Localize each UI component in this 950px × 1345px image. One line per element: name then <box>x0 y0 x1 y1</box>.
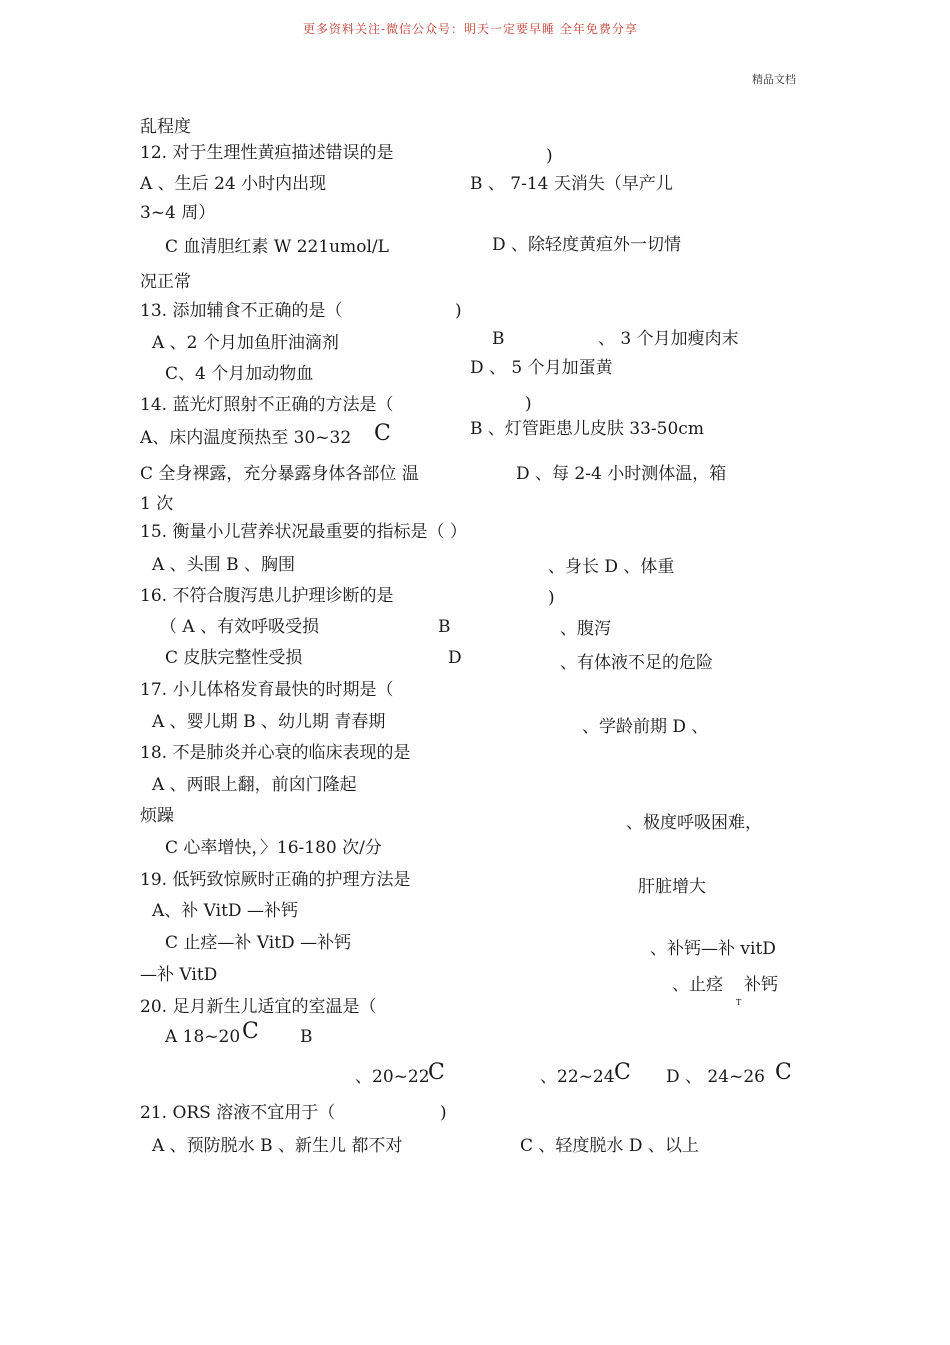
option-c: 、22~24 <box>540 1067 615 1087</box>
option-b: 、 3 个月加瘦肉末 <box>598 329 739 349</box>
option-c: C 血清胆红素 W 221umol/L <box>165 237 389 257</box>
option-b: 、腹泻 <box>560 619 611 639</box>
celsius-symbol: C <box>775 1060 792 1085</box>
text-line: ) <box>440 1103 447 1123</box>
option-c: C 止痉—补 VitD —补钙 <box>165 933 352 953</box>
option-d-18: 肝脏增大 <box>638 877 706 897</box>
option-b: B 、 7-14 天消失（早产儿 <box>470 174 673 194</box>
option-b: 、补钙—补 vitD <box>650 939 776 959</box>
option-d: 、有体液不足的危险 <box>560 653 713 673</box>
question-20: 20. 足月新生儿适宜的室温是（ <box>140 997 377 1017</box>
option-b-label: B <box>300 1027 313 1047</box>
option-c: C 全身裸露，充分暴露身体各部位 温 <box>140 464 419 484</box>
option-b: 、极度呼吸困难， <box>626 813 762 833</box>
celsius-symbol: C <box>614 1060 631 1085</box>
option-d: D 、 5 个月加蛋黄 <box>470 358 613 378</box>
question-17: 17. 小儿体格发育最快的时期是（ <box>140 680 394 700</box>
question-19: 19. 低钙致惊厥时正确的护理方法是 <box>140 870 411 890</box>
option-d: 、止痉 <box>672 975 723 995</box>
text-line: —补 VitD <box>140 965 218 985</box>
text-line: 况正常 <box>140 272 191 292</box>
option-b: B 、灯管距患儿皮肤 33-50cm <box>470 419 704 439</box>
option-a: A、床内温度预热至 30~32 <box>140 428 352 448</box>
question-16: 16. 不符合腹泻患儿护理诊断的是 <box>140 586 394 606</box>
text-line: 乱程度 <box>140 117 191 137</box>
question-21: 21. ORS 溶液不宜用于（ <box>140 1103 336 1123</box>
question-12: 12. 对于生理性黄疸描述错误的是 <box>140 143 394 163</box>
text-line: ) <box>548 588 555 608</box>
option-b: 、20~22 <box>355 1067 430 1087</box>
option-d-label: D <box>448 648 462 668</box>
text-line: 1 次 <box>140 494 174 514</box>
celsius-symbol: C <box>374 421 391 446</box>
option-a-b: A 、预防脱水 B 、新生儿 都不对 <box>152 1136 403 1156</box>
question-18: 18. 不是肺炎并心衰的临床表现的是 <box>140 743 411 763</box>
option-c-d: 、身长 D 、体重 <box>548 557 675 577</box>
option-a: A 、两眼上翻，前囟门隆起 <box>152 775 357 795</box>
text-line: ) <box>455 301 462 321</box>
option-b-label: B <box>492 329 505 349</box>
option-a: A 18~20 <box>165 1027 241 1047</box>
option-d: D 、除轻度黄疸外一切情 <box>492 235 682 255</box>
question-13: 13. 添加辅食不正确的是（ <box>140 301 343 321</box>
celsius-symbol: C <box>242 1019 259 1044</box>
option-c: C 心率增快，〉16-180 次/分 <box>165 838 382 858</box>
option-b-label: B <box>438 617 451 637</box>
option-c-d: C 、轻度脱水 D 、以上 <box>520 1136 699 1156</box>
text-line: 3~4 周） <box>140 203 216 223</box>
option-a-b: A 、头围 B 、胸围 <box>152 555 295 575</box>
question-15: 15. 衡量小儿营养状况最重要的指标是（ ） <box>140 522 467 542</box>
text-line: ) <box>525 394 532 414</box>
option-a: A、补 VitD —补钙 <box>152 901 298 921</box>
option-a: A 、生后 24 小时内出现 <box>140 174 327 194</box>
text-mark: T <box>736 998 742 1007</box>
option-c: C、4 个月加动物血 <box>165 364 314 384</box>
question-14: 14. 蓝光灯照射不正确的方法是（ <box>140 395 394 415</box>
option-a-b: A 、婴儿期 B 、幼儿期 青春期 <box>152 712 386 732</box>
header-banner: 更多资料关注-微信公众号：明天一定要早睡 全年免费分享 <box>303 22 638 36</box>
text-line: 烦躁 <box>140 806 174 826</box>
watermark-label: 精品文档 <box>752 73 796 86</box>
option-c: C 皮肤完整性受损 <box>165 648 303 668</box>
option-d: D 、每 2-4 小时测体温，箱 <box>516 464 727 484</box>
option-d-tail: 补钙 <box>744 975 778 995</box>
option-a: A 、2 个月加鱼肝油滴剂 <box>152 333 339 353</box>
text-line: ) <box>546 146 553 166</box>
celsius-symbol: C <box>428 1060 445 1085</box>
option-a: （ A 、有效呼吸受损 <box>160 617 320 637</box>
option-c-d: 、学龄前期 D 、 <box>582 717 709 737</box>
option-d: D 、 24~26 <box>666 1067 765 1087</box>
